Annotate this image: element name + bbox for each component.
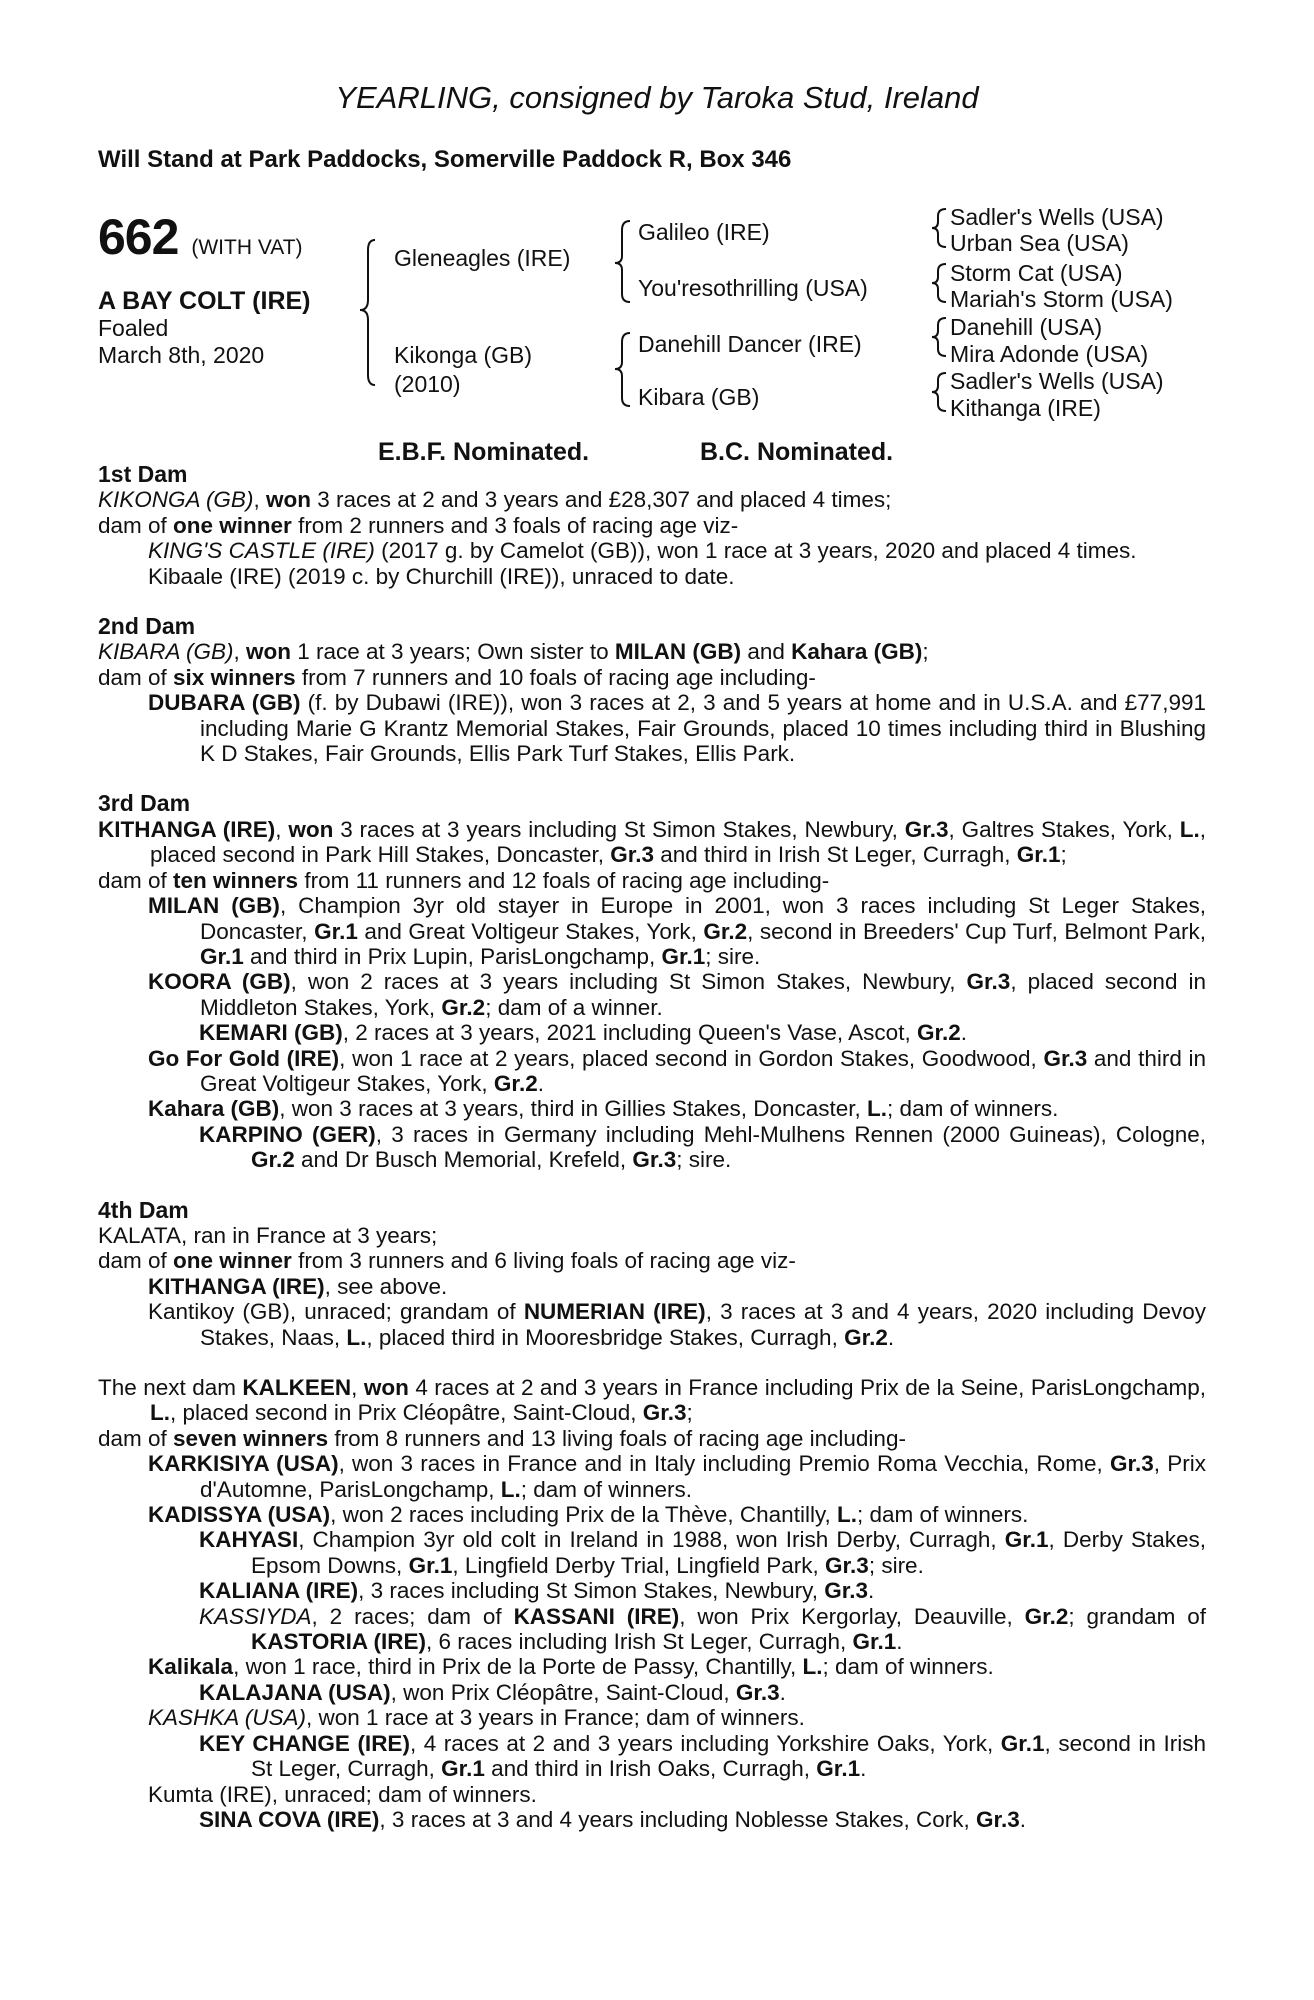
pedigree-gen4-2: Urban Sea (USA) — [950, 230, 1129, 256]
dam2-progeny-1: DUBARA (GB) (f. by Dubawi (IRE)), won 3 races at 2, 3 and 5 years at home and in U.S.A. and £77,991 including Marie G Krantz Memorial Stakes, Fair Grounds, placed 10 times including third in Blushing K D Stakes, Fair Grounds, Ellis Park Turf Stakes, Ellis Park. — [148, 690, 1206, 767]
dam1-heading: 1st Dam — [98, 461, 188, 487]
pedigree-gen4-1: Sadler's Wells (USA) — [950, 204, 1164, 230]
next-progeny-karkisiya: KARKISIYA (USA), won 3 races in France and in Italy including Premio Roma Vecchia, Rome, Gr.3, Prix d'Automne, ParisLongchamp, L.; dam of winners. — [148, 1451, 1207, 1502]
dam3-line1: KITHANGA (IRE), won 3 races at 3 years including St Simon Stakes, Newbury, Gr.3, Galtres Stakes, York, L., placed second in Park Hill Stakes, Doncaster, Gr.3 and third in Irish St Leger, Curragh, Gr.1; — [98, 816, 1207, 868]
pedigree-gen4-5: Danehill (USA) — [950, 314, 1103, 340]
pedigree-gen4-3: Storm Cat (USA) — [950, 260, 1123, 286]
next-progeny-kumta: Kumta (IRE), unraced; dam of winners. — [148, 1781, 537, 1807]
dam2-heading: 2nd Dam — [98, 613, 196, 640]
pedigree-sire: Gleneagles (IRE) — [394, 245, 571, 271]
horse-name: A BAY COLT (IRE) — [98, 287, 311, 315]
dam4-progeny-kithanga: KITHANGA (IRE), see above. — [148, 1273, 448, 1299]
next-progeny-kalikala: Kalikala, won 1 race, third in Prix de la Porte de Passy, Chantilly, L.; dam of winners. — [148, 1654, 994, 1680]
pedigree-dam: Kikonga (GB) — [394, 342, 533, 368]
page-title: YEARLING, consigned by Taroka Stud, Ireland — [335, 80, 979, 115]
pedigree-gen4-6: Mira Adonde (USA) — [950, 341, 1149, 367]
next-progeny-kassiyda: KASSIYDA, 2 races; dam of KASSANI (IRE), won Prix Kergorlay, Deauville, Gr.2; grandam of KASTORIA (IRE), 6 races including Irish St Leger, Curragh, Gr.1. — [199, 1603, 1207, 1655]
dam4-heading: 4th Dam — [98, 1196, 189, 1223]
stand-location: Will Stand at Park Paddocks, Somerville Paddock R, Box 346 — [98, 146, 792, 173]
pedigree-dam-dam: Kibara (GB) — [638, 384, 760, 410]
dam4-progeny-kantikoy: Kantikoy (GB), unraced; grandam of NUMERIAN (IRE), 3 races at 3 and 4 years, 2020 including Devoy Stakes, Naas, L., placed third in Mooresbridge Stakes, Curragh, Gr.2. — [148, 1299, 1206, 1350]
next-progeny-kahyasi: KAHYASI, Champion 3yr old colt in Ireland in 1988, won Irish Derby, Curragh, Gr.1, Derby Stakes, Epsom Downs, Gr.1, Lingfield Derby Trial, Lingfield Park, Gr.3; sire. — [199, 1527, 1206, 1578]
pedigree-gen4-7: Sadler's Wells (USA) — [950, 368, 1164, 394]
foaled-date: March 8th, 2020 — [98, 342, 265, 368]
dam1-line2: dam of one winner from 2 runners and 3 foals of racing age viz- — [98, 512, 739, 538]
dam4-line1: KALATA, ran in France at 3 years; — [98, 1222, 438, 1248]
pedigree-sire-dam: You'resothrilling (USA) — [638, 275, 868, 301]
dam2-line2: dam of six winners from 7 runners and 10 foals of racing age including- — [98, 664, 816, 690]
ebf-nomination: E.B.F. Nominated. — [378, 438, 590, 466]
dam3-progeny-milan: MILAN (GB), Champion 3yr old stayer in Europe in 2001, won 3 races including St Leger Stakes, Doncaster, Gr.1 and Great Voltigeur Stakes, York, Gr.2, second in Breeders' Cup Turf, Belmont Park, Gr.1 and third in Prix Lupin, ParisLongchamp, Gr.1; sire. — [148, 893, 1207, 969]
dam3-progeny-kahara: Kahara (GB), won 3 races at 3 years, third in Gillies Stakes, Doncaster, L.; dam of winners. — [148, 1096, 1059, 1122]
dam4-line2: dam of one winner from 3 runners and 6 living foals of racing age viz- — [98, 1248, 796, 1274]
dam2-line1: KIBARA (GB), won 1 race at 3 years; Own sister to MILAN (GB) and Kahara (GB); — [98, 639, 929, 665]
dam1-progeny-2: Kibaale (IRE) (2019 c. by Churchill (IRE)), unraced to date. — [148, 563, 735, 589]
pedigree-dam-year: (2010) — [394, 371, 461, 397]
dam3-progeny-koora: KOORA (GB), won 2 races at 3 years including St Simon Stakes, Newbury, Gr.3, placed second in Middleton Stakes, York, Gr.2; dam of a winner. — [148, 969, 1206, 1020]
dam3-progeny-go-for-gold: Go For Gold (IRE), won 1 race at 2 years, placed second in Gordon Stakes, Goodwood, Gr.3 and third in Great Voltigeur Stakes, York, Gr.2. — [148, 1045, 1206, 1096]
produce-record — [98, 462, 1206, 1832]
next-progeny-kadissya: KADISSYA (USA), won 2 races including Prix de la Thève, Chantilly, L.; dam of winners. — [148, 1502, 1029, 1528]
next-progeny-sina-cova: SINA COVA (IRE), 3 races at 3 and 4 years including Noblesse Stakes, Cork, Gr.3. — [199, 1806, 1027, 1832]
dam3-heading: 3rd Dam — [98, 790, 191, 817]
foaled-label: Foaled — [98, 315, 169, 341]
dam3-progeny-kemari: KEMARI (GB), 2 races at 3 years, 2021 including Queen's Vase, Ascot, Gr.2. — [199, 1020, 967, 1046]
next-progeny-kaliana: KALIANA (IRE), 3 races including St Simon Stakes, Newbury, Gr.3. — [199, 1578, 875, 1604]
pedigree-dam-sire: Danehill Dancer (IRE) — [638, 331, 862, 357]
next-progeny-kashka: KASHKA (USA), won 1 race at 3 years in France; dam of winners. — [148, 1705, 805, 1731]
next-progeny-kalajana: KALAJANA (USA), won Prix Cléopâtre, Saint-Cloud, Gr.3. — [199, 1679, 786, 1705]
vat-note: (WITH VAT) — [191, 236, 303, 259]
pedigree-gen4-4: Mariah's Storm (USA) — [950, 286, 1173, 312]
dam3-progeny-karpino: KARPINO (GER), 3 races in Germany including Mehl-Mulhens Rennen (2000 Guineas), Cologne, Gr.2 and Dr Busch Memorial, Krefeld, Gr.3; sire. — [199, 1121, 1206, 1173]
pedigree-gen4-8: Kithanga (IRE) — [950, 395, 1101, 421]
dam1-progeny-1: KING'S CASTLE (IRE) (2017 g. by Camelot (GB)), won 1 race at 3 years, 2020 and placed 4 times. — [148, 538, 1137, 564]
next-progeny-key-change: KEY CHANGE (IRE), 4 races at 2 and 3 years including Yorkshire Oaks, York, Gr.1, second in Irish St Leger, Curragh, Gr.1 and third in Irish Oaks, Curragh, Gr.1. — [199, 1730, 1206, 1782]
next-dam-line2: dam of seven winners from 8 runners and 13 living foals of racing age including- — [98, 1425, 906, 1451]
pedigree-sire-sire: Galileo (IRE) — [638, 219, 770, 245]
dam3-line2: dam of ten winners from 11 runners and 12 foals of racing age including- — [98, 867, 830, 893]
next-dam-line1: The next dam KALKEEN, won 4 races at 2 and 3 years in France including Prix de la Seine, ParisLongchamp, L., placed second in Prix Cléopâtre, Saint-Cloud, Gr.3; — [98, 1375, 1206, 1426]
lot-number-value: 662 — [98, 209, 179, 265]
dam1-line1: KIKONGA (GB), won 3 races at 2 and 3 years and £28,307 and placed 4 times; — [98, 487, 892, 513]
bc-nomination: B.C. Nominated. — [700, 438, 894, 466]
